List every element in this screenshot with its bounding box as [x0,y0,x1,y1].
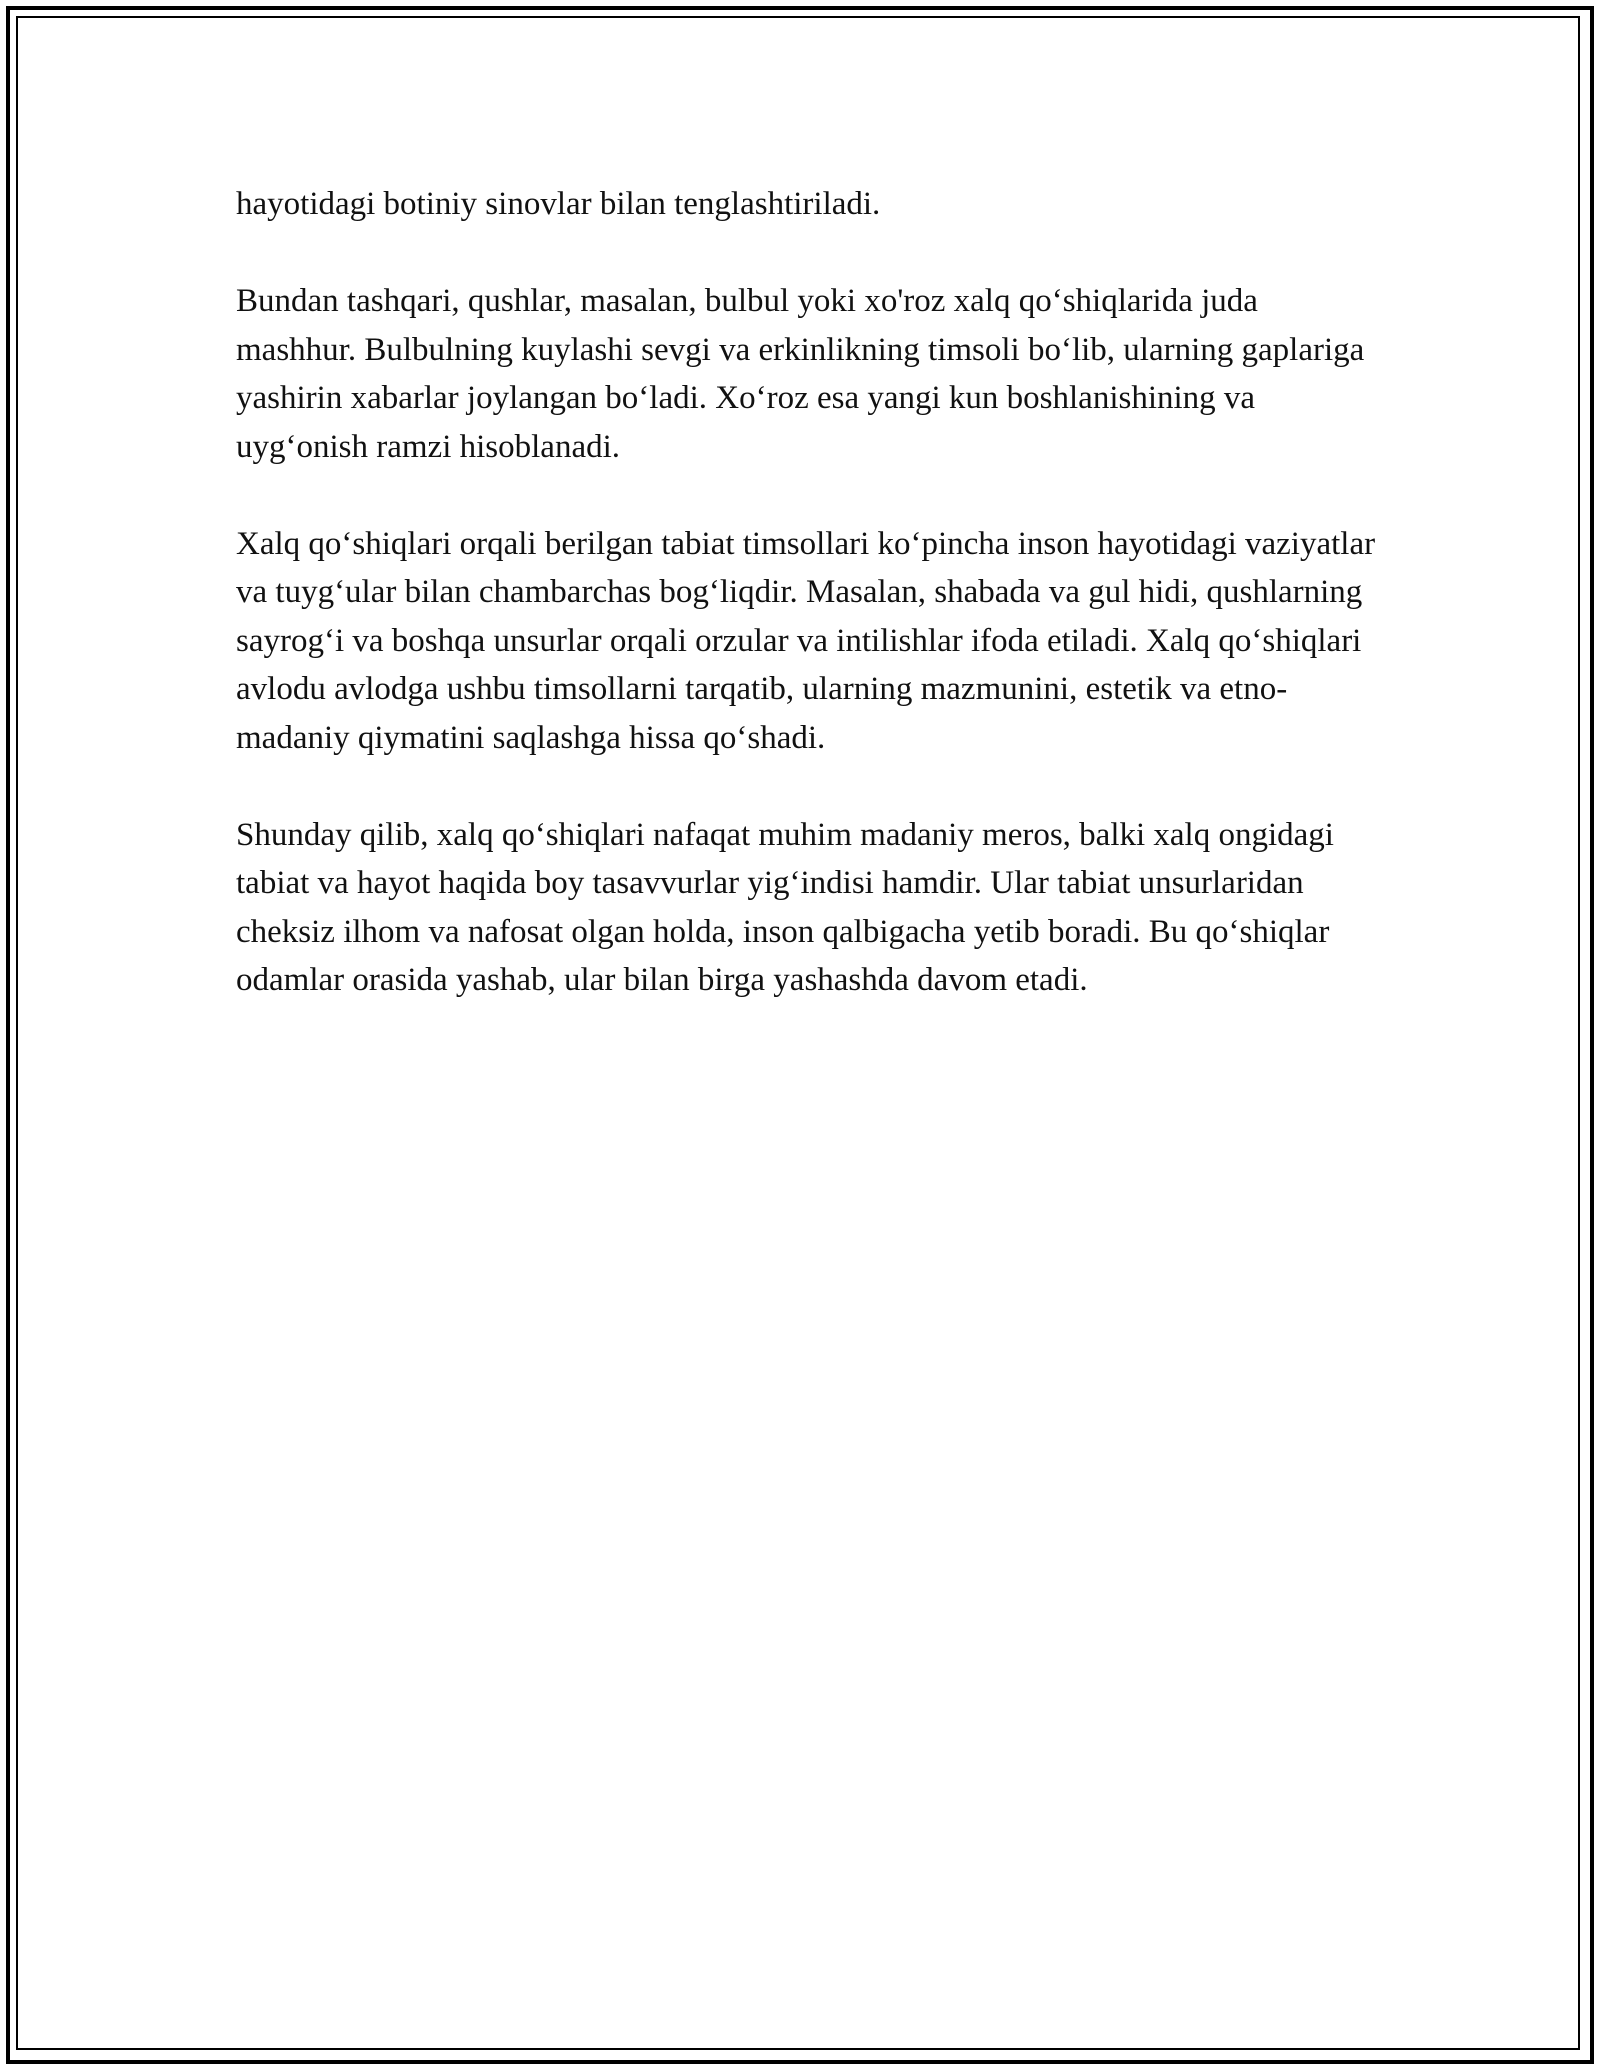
paragraph-1: hayotidagi botiniy sinovlar bilan tenglashtiriladi. [236,186,881,222]
paragraph-3: Xalq qo‘shiqlari orqali berilgan tabiat timsollari ko‘pincha inson hayotidagi vaziyatlar va tuyg‘ular bilan chambarchas bog‘liqdir. Masalan, shabada va gul hidi, qushlarning sayrog‘i va boshqa unsurlar orqali orzular va intilishlar ifoda etiladi. Xalq qo‘shiqlari avlodu avlodga ushbu timsollarni tarqatib, ularning mazmunini, estetik va etno-madaniy qiymatini saqlashga hissa qo‘shadi. [236,525,1376,756]
paragraph-2: Bundan tashqari, qushlar, masalan, bulbul yoki xo'roz xalq qo‘shiqlarida juda mashhur. Bulbulning kuylashi sevgi va erkinlikning timsoli bo‘lib, ularning gaplariga yashirin xabarlar joylangan bo‘ladi. Xo‘roz esa yangi kun boshlanishining va uyg‘onish ramzi hisoblanadi. [236,283,1365,465]
document-body [236,180,1376,1053]
paragraph-4: Shunday qilib, xalq qo‘shiqlari nafaqat muhim madaniy meros, balki xalq ongidagi tabiat va hayot haqida boy tasavvurlar yig‘indisi hamdir. Ular tabiat unsurlaridan cheksiz ilhom va nafosat olgan holda, inson qalbigacha yetib boradi. Bu qo‘shiqlar odamlar orasida yashab, ular bilan birga yashashda davom etadi. [236,816,1334,998]
